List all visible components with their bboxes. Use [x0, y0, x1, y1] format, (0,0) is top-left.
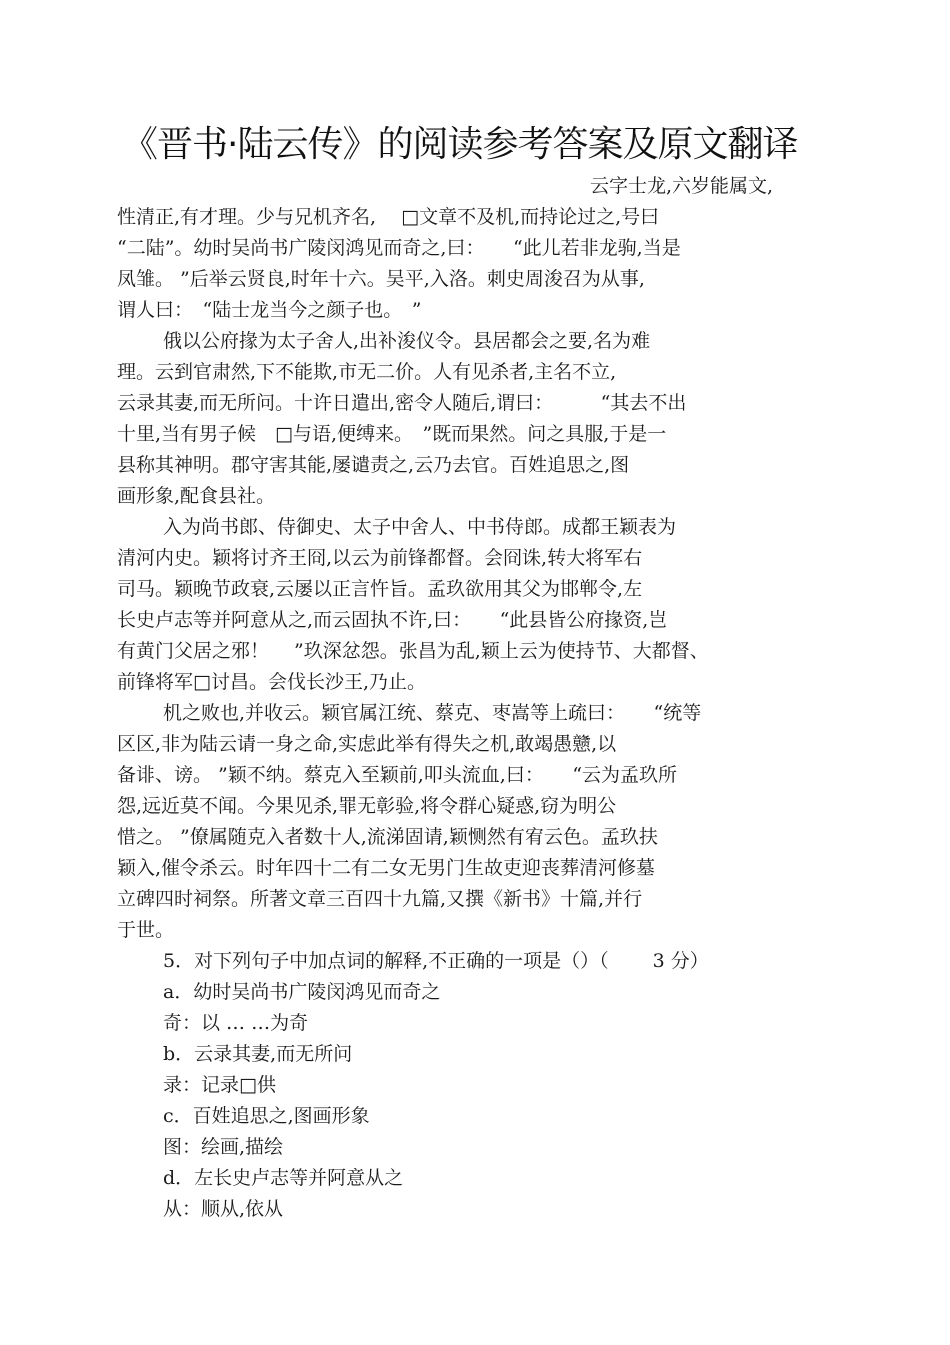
option-b: b．云录其妻,而无所问 — [163, 1043, 353, 1065]
paragraph-start-line: 入为尚书郎、侍御史、太子中舍人、中书侍郎。成都王颖表为 — [163, 516, 677, 538]
text-line: 十里,当有男子候 □与语,便缚来。 ”既而果然。问之具服,于是一 — [117, 423, 667, 445]
text-line: 性清正,有才理。少与兄机齐名, □文章不及机,而持论过之,号曰 — [117, 206, 660, 228]
text-line: 前锋将军□讨昌。会伐长沙王,乃止。 — [117, 671, 426, 693]
text-line: 怨,远近莫不闻。今果见杀,罪无彰验,将令群心疑惑,窃为明公 — [117, 795, 617, 817]
text-line: 云录其妻,而无所问。十许日遣出,密令人随后,谓曰： “其去不出 — [117, 392, 687, 414]
text-line: 于世。 — [117, 919, 175, 941]
text-line: 谓人曰： “陆士龙当今之颜子也。 ” — [117, 299, 422, 321]
option-a: a．幼时吴尚书广陵闵鸿见而奇之 — [163, 981, 441, 1003]
document-title: 《晋书·陆云传》的阅读参考答案及原文翻译 — [122, 124, 798, 165]
option-c: c．百姓追思之,图画形象 — [163, 1105, 370, 1127]
text-line: 颖入,催令杀云。时年四十二有二女无男门生故吏迎丧葬清河修墓 — [117, 857, 656, 879]
text-line: “二陆”。幼时吴尚书广陵闵鸿见而奇之,曰： “此儿若非龙驹,当是 — [117, 237, 681, 259]
option-c-gloss: 图：绘画,描绘 — [163, 1136, 284, 1158]
text-line: 长史卢志等并阿意从之,而云固执不许,曰： “此县皆公府掾资,岂 — [117, 609, 668, 631]
text-line: 凤雏。 ”后举云贤良,时年十六。吴平,入洛。刺史周浚召为从事, — [117, 268, 645, 290]
text-line: 备诽、谤。 ”颖不纳。蔡克入至颖前,叩头流血,曰： “云为孟玖所 — [117, 764, 678, 786]
paragraph-start-line: 俄以公府掾为太子舍人,出补浚仪令。县居都会之要,名为难 — [163, 330, 651, 352]
text-line: 惜之。 ”僚属随克入者数十人,流涕固请,颖恻然有宥云色。孟玖扶 — [117, 826, 658, 848]
text-line: 区区,非为陆云请一身之命,实虑此举有得失之机,敢竭愚戆,以 — [117, 733, 617, 755]
text-line: 清河内史。颖将讨齐王冏,以云为前锋都督。会冏诛,转大将军右 — [117, 547, 643, 569]
text-line: 云字士龙,六岁能属文, — [590, 175, 774, 197]
text-line: 县称其神明。郡守害其能,屡谴责之,云乃去官。百姓追思之,图 — [117, 454, 630, 476]
text-line: 画形象,配食县社。 — [117, 485, 276, 507]
paragraph-start-line: 机之败也,并收云。颖官属江统、蔡克、枣嵩等上疏曰： “统等 — [163, 702, 702, 724]
question-stem: 5．对下列句子中加点词的解释,不正确的一项是（）（ 3 分） — [163, 950, 709, 972]
option-b-gloss: 录：记录□供 — [163, 1074, 276, 1096]
text-line: 立碑四时祠祭。所著文章三百四十九篇,又撰《新书》十篇,并行 — [117, 888, 643, 910]
option-d: d．左长史卢志等并阿意从之 — [163, 1167, 404, 1189]
text-line: 司马。颖晚节政衰,云屡以正言忤旨。孟玖欲用其父为邯郸令,左 — [117, 578, 643, 600]
text-line: 理。云到官肃然,下不能欺,市无二价。人有见杀者,主名不立, — [117, 361, 617, 383]
text-line: 有黄门父居之邪！ ”玖深忿怨。张昌为乱,颖上云为使持节、大都督、 — [117, 640, 709, 662]
option-a-gloss: 奇：以 … …为奇 — [163, 1012, 309, 1034]
option-d-gloss: 从：顺从,依从 — [163, 1198, 284, 1220]
